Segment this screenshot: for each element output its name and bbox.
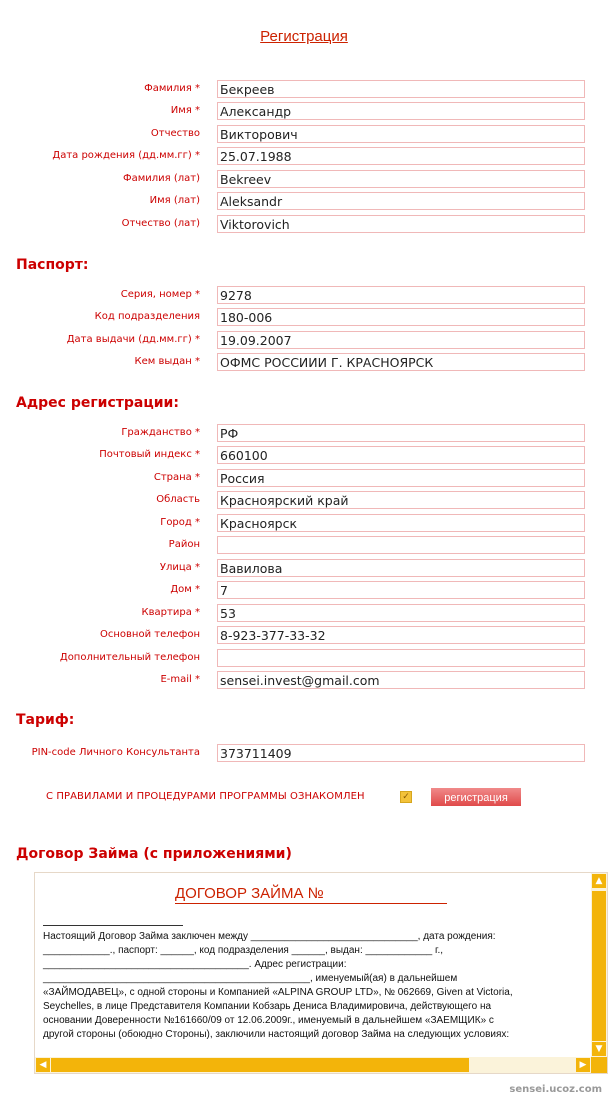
field-input-e-mail[interactable]: sensei.invest@gmail.com bbox=[217, 671, 585, 689]
scroll-right-icon[interactable]: ▶ bbox=[576, 1058, 590, 1072]
field-label: Квартира * bbox=[141, 607, 200, 618]
field-label: Фамилия * bbox=[144, 83, 200, 94]
field-label: Город * bbox=[160, 517, 200, 528]
form-row bbox=[0, 147, 608, 167]
form-row bbox=[0, 286, 608, 306]
form-row bbox=[0, 192, 608, 212]
form-row bbox=[0, 102, 608, 122]
contract-line: основании Доверенности №161660/09 от 12.06.2009г., именуемый в дальнейшем «ЗАЕМЩИК» с bbox=[43, 1015, 494, 1026]
horizontal-scrollbar[interactable] bbox=[35, 1057, 591, 1073]
field-label: Страна * bbox=[153, 472, 200, 483]
field-input-серия-номер[interactable]: 9278 bbox=[217, 286, 585, 304]
form-row bbox=[0, 536, 608, 556]
field-input-город[interactable]: Красноярск bbox=[217, 514, 585, 532]
field-input-фамилия-лат[interactable]: Bekreev bbox=[217, 170, 585, 188]
field-input-дом[interactable]: 7 bbox=[217, 581, 585, 599]
form-row bbox=[0, 308, 608, 328]
form-row bbox=[0, 581, 608, 601]
field-label: Почтовый индекс * bbox=[99, 449, 200, 460]
form-row bbox=[0, 424, 608, 444]
field-input-имя-лат[interactable]: Aleksandr bbox=[217, 192, 585, 210]
field-label: Фамилия (лат) bbox=[122, 173, 200, 184]
form-row bbox=[0, 559, 608, 579]
form-row bbox=[0, 170, 608, 190]
field-input-район[interactable] bbox=[217, 536, 585, 554]
vertical-scrollbar[interactable] bbox=[591, 873, 607, 1057]
register-button[interactable]: регистрация bbox=[431, 788, 521, 806]
form-row bbox=[0, 446, 608, 466]
form-row bbox=[0, 80, 608, 100]
form-row bbox=[0, 514, 608, 534]
field-input-гражданство[interactable]: РФ bbox=[217, 424, 585, 442]
form-row bbox=[0, 491, 608, 511]
scroll-down-icon[interactable]: ▼ bbox=[592, 1042, 606, 1056]
field-label: Серия, номер * bbox=[120, 289, 200, 300]
field-label: Дом * bbox=[170, 584, 200, 595]
field-label: Гражданство * bbox=[121, 427, 200, 438]
contract-title-underline bbox=[175, 903, 447, 904]
contract-line: _____________________________________. Адрес регистрации: bbox=[43, 959, 347, 970]
contract-line: Seychelles, в лице Представителя Компании Кобзарь Дениса Владимировича, действующего на bbox=[43, 1001, 492, 1012]
signature-line bbox=[43, 925, 183, 926]
scroll-up-icon[interactable]: ▲ bbox=[592, 874, 606, 888]
form-row bbox=[0, 604, 608, 624]
form-row bbox=[0, 626, 608, 646]
field-label: Область bbox=[156, 494, 200, 505]
horizontal-scroll-thumb[interactable] bbox=[51, 1058, 469, 1072]
form-row bbox=[0, 215, 608, 235]
contract-line: ________________________________________________, именуемый(ая) в дальнейшем bbox=[43, 973, 458, 984]
passport-heading: Паспорт: bbox=[16, 257, 89, 273]
contract-line: другой стороны (обоюдно Стороны), заключили настоящий договор Займа на следующих условиях: bbox=[43, 1029, 510, 1040]
form-row bbox=[0, 353, 608, 373]
form-row bbox=[0, 671, 608, 691]
contract-line: ____________., паспорт: ______, код подразделения ______, выдан: ____________ г., bbox=[43, 945, 444, 956]
field-input-pin-code-личного-консультанта[interactable]: 373711409 bbox=[217, 744, 585, 762]
site-watermark: sensei.ucoz.com bbox=[509, 1084, 602, 1095]
field-label: Дата выдачи (дд.мм.гг) * bbox=[66, 334, 200, 345]
form-row bbox=[0, 744, 608, 764]
vertical-scroll-thumb[interactable] bbox=[592, 891, 606, 1041]
tariff-heading: Тариф: bbox=[16, 712, 75, 728]
form-row bbox=[0, 331, 608, 351]
field-input-дата-рождения-дд-мм-гг[interactable]: 25.07.1988 bbox=[217, 147, 585, 165]
field-label: Район bbox=[168, 539, 200, 550]
field-label: Имя (лат) bbox=[149, 195, 200, 206]
field-input-основной-телефон[interactable]: 8-923-377-33-32 bbox=[217, 626, 585, 644]
field-label: Отчество (лат) bbox=[121, 218, 200, 229]
field-input-отчество[interactable]: Викторович bbox=[217, 125, 585, 143]
field-input-страна[interactable]: Россия bbox=[217, 469, 585, 487]
contract-line: Настоящий Договор Займа заключен между ______________________________, дата рождения: bbox=[43, 931, 496, 942]
field-input-имя[interactable]: Александр bbox=[217, 102, 585, 120]
field-label: E-mail * bbox=[160, 674, 200, 685]
contract-textarea[interactable] bbox=[34, 872, 608, 1074]
field-input-фамилия[interactable]: Бекреев bbox=[217, 80, 585, 98]
field-label: Код подразделения bbox=[94, 311, 200, 322]
field-label: Дополнительный телефон bbox=[59, 652, 200, 663]
field-label: Кем выдан * bbox=[134, 356, 200, 367]
form-row bbox=[0, 469, 608, 489]
scrollbar-corner bbox=[591, 1057, 607, 1073]
form-row bbox=[0, 649, 608, 669]
field-input-область[interactable]: Красноярский край bbox=[217, 491, 585, 509]
agreement-label: С ПРАВИЛАМИ И ПРОЦЕДУРАМИ ПРОГРАММЫ ОЗНАКОМЛЕН bbox=[46, 791, 365, 802]
field-input-код-подразделения[interactable]: 180-006 bbox=[217, 308, 585, 326]
field-input-кем-выдан[interactable]: ОФМС РОССИИИ Г. КРАСНОЯРСК bbox=[217, 353, 585, 371]
contract-heading: Договор Займа (с приложениями) bbox=[16, 846, 292, 862]
field-input-дополнительный-телефон[interactable] bbox=[217, 649, 585, 667]
field-input-квартира[interactable]: 53 bbox=[217, 604, 585, 622]
field-label: Улица * bbox=[159, 562, 200, 573]
field-input-почтовый-индекс[interactable]: 660100 bbox=[217, 446, 585, 464]
field-input-улица[interactable]: Вавилова bbox=[217, 559, 585, 577]
field-label: Отчество bbox=[150, 128, 200, 139]
field-label: PIN-code Личного Консультанта bbox=[31, 747, 200, 758]
page-title: Регистрация bbox=[260, 28, 348, 45]
scroll-left-icon[interactable]: ◀ bbox=[36, 1058, 50, 1072]
field-label: Имя * bbox=[170, 105, 200, 116]
agreement-checkbox[interactable]: ✓ bbox=[400, 791, 412, 803]
field-input-отчество-лат[interactable]: Viktorovich bbox=[217, 215, 585, 233]
field-label: Основной телефон bbox=[100, 629, 200, 640]
field-input-дата-выдачи-дд-мм-гг[interactable]: 19.09.2007 bbox=[217, 331, 585, 349]
form-row bbox=[0, 125, 608, 145]
contract-title: ДОГОВОР ЗАЙМА № bbox=[175, 885, 324, 902]
contract-line: «ЗАЙМОДАВЕЦ», с одной стороны и Компанией «ALPINA GROUP LTD», № 062669, Given at Victoria, bbox=[43, 987, 513, 998]
address-heading: Адрес регистрации: bbox=[16, 395, 179, 411]
contract-text bbox=[43, 930, 565, 1042]
field-label: Дата рождения (дд.мм.гг) * bbox=[52, 150, 200, 161]
